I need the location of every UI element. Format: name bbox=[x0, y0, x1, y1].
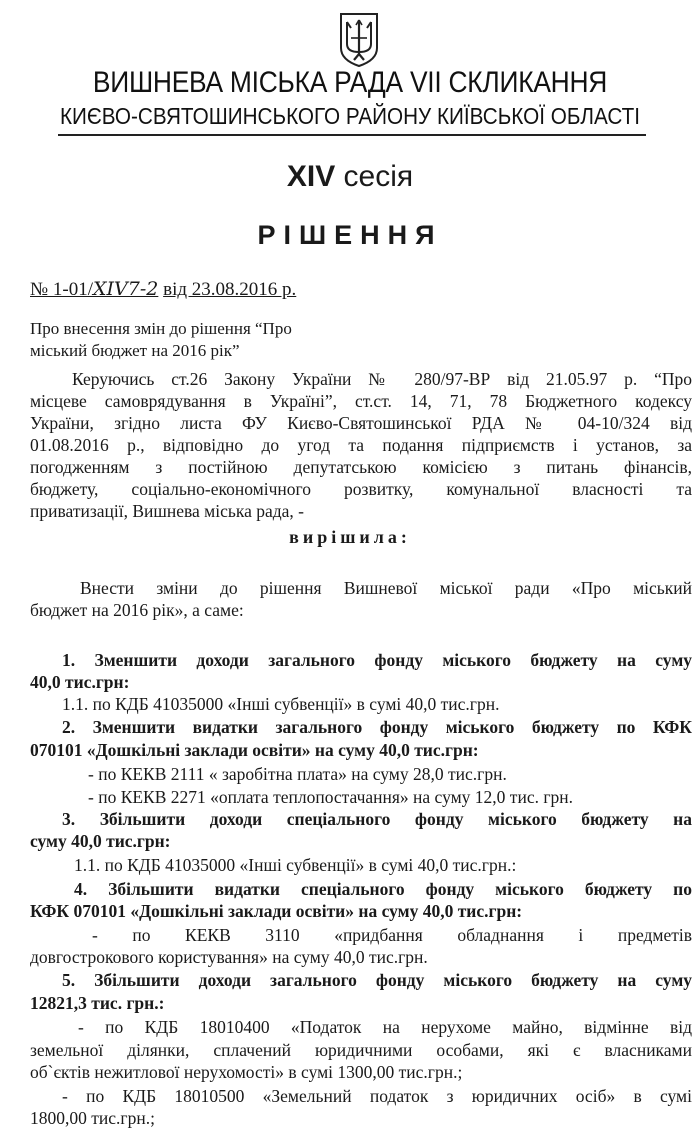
item-line: - по КЕКВ 3110 «придбання обладнання і предметів bbox=[92, 925, 692, 945]
item-line: 1.1. по КДБ 41035000 «Інші субвенції» в сумі 40,0 тис.грн.: bbox=[74, 855, 517, 875]
item-heading: 5. Збільшити доходи загального фонду міського бюджету на суму bbox=[62, 970, 692, 990]
session-word: сесія bbox=[343, 160, 414, 193]
item-heading: 070101 «Дошкільні заклади освіти» на суму 40,0 тис.грн: bbox=[30, 740, 479, 760]
preamble-line: бюджету, соціально-економічного розвитку, комунальної власності та bbox=[30, 479, 692, 499]
item-heading: 2. Зменшити видатки загального фонду міського бюджету по КФК bbox=[62, 717, 692, 737]
preamble-line: 01.08.2016 р., відповідно до угод та подання підприємств і установ, за bbox=[30, 435, 692, 455]
item-line: земельної ділянки, сплачений юридичними особами, які є власниками bbox=[30, 1040, 692, 1060]
item-line: об`єктів нежитлової нерухомості» в сумі 1300,00 тис.грн.; bbox=[30, 1062, 463, 1082]
item-heading: 12821,3 тис. грн.: bbox=[30, 993, 165, 1013]
item-line: довгострокового користування» на суму 40,0 тис.грн. bbox=[30, 947, 428, 967]
coat-of-arms-icon bbox=[337, 10, 381, 68]
decision-number-line bbox=[30, 278, 296, 301]
decision-subject: Про внесення змін до рішення “Про міський бюджет на 2016 рік” bbox=[30, 319, 292, 360]
session-heading bbox=[0, 160, 700, 194]
decision-number-handwritten: XIV7-2 bbox=[92, 278, 159, 300]
preamble-line: погодженням з постійною депутатською комісією з питань фінансів, bbox=[30, 457, 692, 477]
item-line: - по КЕКВ 2111 « заробітна плата» на суму 28,0 тис.грн. bbox=[88, 764, 507, 784]
item-heading: 4. Збільшити видатки спеціального фонду міського бюджету по bbox=[74, 879, 692, 899]
item-heading: суму 40,0 тис.грн: bbox=[30, 831, 171, 851]
intro-line: бюджет на 2016 рік», а саме: bbox=[30, 600, 244, 620]
item-heading: 3. Збільшити доходи спеціального фонду міського бюджету на bbox=[62, 809, 692, 829]
item-line: 1800,00 тис.грн.; bbox=[30, 1108, 155, 1128]
item-line: - по КДБ 18010500 «Земельний податок з юридичних осіб» в сумі bbox=[62, 1086, 692, 1106]
council-name: ВИШНЕВА МІСЬКА РАДА VII СКЛИКАННЯ bbox=[92, 66, 608, 99]
item-line: 1.1. по КДБ 41035000 «Інші субвенції» в сумі 40,0 тис.грн. bbox=[62, 694, 500, 714]
item-line: - по КДБ 18010400 «Податок на нерухоме майно, відмінне від bbox=[78, 1017, 692, 1037]
session-number: XIV bbox=[286, 160, 336, 193]
preamble-line: місцеве самоврядування в Україні”, ст.ст. 14, 71, 78 Бюджетного кодексу bbox=[30, 391, 692, 411]
preamble-line: приватизації, Вишнева міська рада, - bbox=[30, 501, 305, 521]
header-divider bbox=[58, 134, 646, 136]
item-heading: 40,0 тис.грн: bbox=[30, 672, 130, 692]
district-name: КИЄВО-СВЯТОШИНСЬКОГО РАЙОНУ КИЇВСЬКОЇ ОБЛАСТІ bbox=[59, 103, 641, 129]
item-heading: КФК 070101 «Дошкільні заклади освіти» на суму 40,0 тис.грн: bbox=[30, 901, 523, 921]
item-heading: 1. Зменшити доходи загального фонду міського бюджету на суму bbox=[62, 650, 692, 670]
item-line: - по КЕКВ 2271 «оплата теплопостачання» на суму 12,0 тис. грн. bbox=[88, 787, 574, 807]
document-title: РІШЕННЯ bbox=[257, 220, 443, 250]
preamble-line: України, згідно листа ФУ Києво-Святошинської РДА № 04-10/324 від bbox=[30, 413, 692, 433]
decision-date: від 23.08.2016 р. bbox=[163, 279, 297, 300]
decided-heading: вирішила: bbox=[289, 527, 411, 547]
preamble-line: Керуючись ст.26 Закону України № 280/97-ВР від 21.05.97 р. “Про bbox=[72, 369, 692, 389]
intro-line: Внести зміни до рішення Вишневої міської ради «Про міський bbox=[80, 578, 692, 598]
decision-number-prefix: № 1-01/ bbox=[30, 279, 93, 300]
